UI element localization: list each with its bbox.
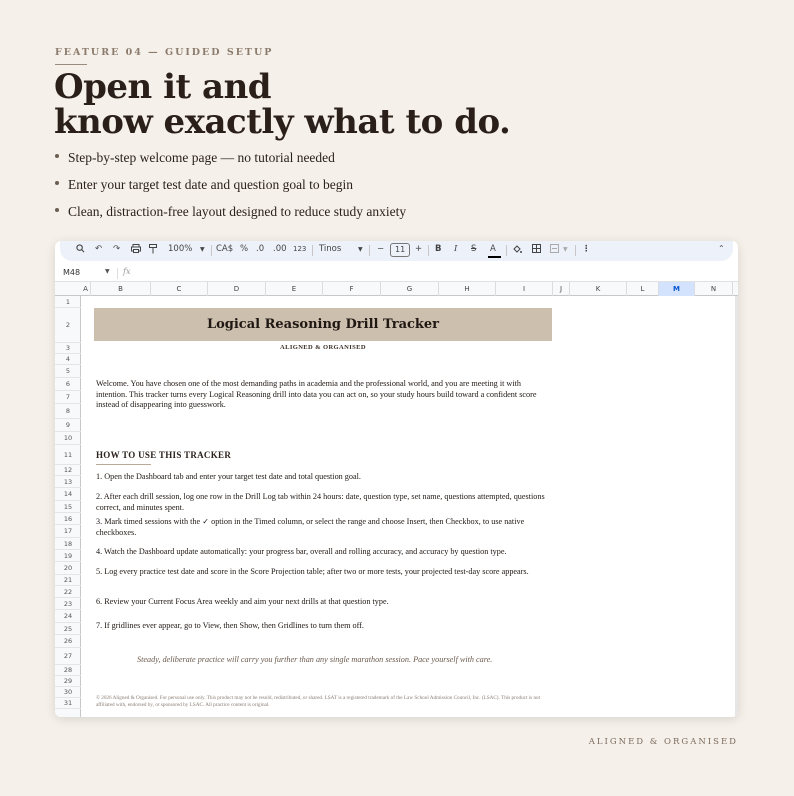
row-header-10[interactable]: 10	[55, 432, 81, 445]
spreadsheet-window	[55, 241, 738, 717]
tracker-title: Logical Reasoning Drill Tracker	[206, 317, 440, 332]
more-options-icon[interactable]: ⋮	[582, 244, 591, 254]
font-size-input[interactable]: 11	[390, 243, 410, 257]
decrease-decimal-button[interactable]: .0	[256, 244, 265, 254]
column-headers	[55, 282, 738, 296]
row-header-1[interactable]: 1	[55, 296, 81, 308]
column-header-f[interactable]: F	[323, 282, 381, 296]
bullet-item: Clean, distraction-free layout designed to reduce study anxiety	[55, 204, 406, 231]
instruction-step: 2. After each drill session, log one row in the Drill Log tab within 24 hours: date, question type, set name, questions attempted, questions correct, and minutes spent.	[96, 492, 545, 512]
column-header-c[interactable]: C	[151, 282, 208, 296]
eyebrow-divider	[55, 64, 87, 65]
instruction-step: 3. Mark timed sessions with the ✓ option in the Timed column, or select the range and choose Insert, then Checkbox, to use native checkboxes.	[96, 517, 525, 537]
howto-heading: HOW TO USE THIS TRACKER	[96, 450, 232, 460]
column-header-h[interactable]: H	[439, 282, 496, 296]
column-header-m[interactable]: M	[659, 282, 695, 296]
toolbar-divider	[369, 245, 370, 256]
row-header-6[interactable]: 6	[55, 378, 81, 391]
headline-line-2: know exactly what to do.	[54, 102, 511, 142]
footer-brand: ALIGNED & ORGANISED	[588, 737, 738, 747]
headline	[54, 67, 511, 142]
formula-divider	[117, 268, 118, 279]
font-family-select[interactable]: Tinos	[319, 244, 342, 254]
strikethrough-button[interactable]: S	[471, 244, 477, 254]
column-header-j[interactable]: J	[553, 282, 570, 296]
instruction-step: 6. Review your Current Focus Area weekly and aim your next drills at that question type.	[96, 597, 389, 606]
column-header-d[interactable]: D	[208, 282, 266, 296]
paint-format-icon[interactable]	[149, 244, 158, 257]
column-header-n[interactable]: N	[695, 282, 733, 296]
legal-notice: © 2026 Aligned & Organised. For personal use only. This product may not be resold, redistributed, or shared. LSAT is a registered trademark of the Law School Admission Council, Inc. (LSAC). This product is not affiliated with, endorsed by, or sponsored by LSAC. All practice content is original.	[96, 695, 541, 708]
instruction-step: 5. Log every practice test date and score in the Score Projection table; after two or more tests, your projected test-day score appears.	[96, 567, 529, 576]
row-header-18[interactable]: 18	[55, 538, 81, 550]
instruction-step: 4. Watch the Dashboard update automatically: your progress bar, overall and rolling accuracy, and accuracy by question type.	[96, 547, 507, 556]
row-header-9[interactable]: 9	[55, 419, 81, 432]
toolbar-divider	[575, 245, 576, 256]
motivational-quote: Steady, deliberate practice will carry you further than any single marathon session. Pace yourself with care.	[137, 655, 493, 664]
row-header-25[interactable]: 25	[55, 623, 81, 635]
zoom-select[interactable]: 100%	[168, 244, 193, 254]
formula-bar	[55, 265, 738, 282]
column-header-a[interactable]: A	[81, 282, 91, 296]
feature-eyebrow: FEATURE 04 — GUIDED SETUP	[55, 47, 274, 58]
italic-button[interactable]: I	[454, 244, 458, 254]
row-header-28[interactable]: 28	[55, 665, 81, 676]
row-header-26[interactable]: 26	[55, 635, 81, 648]
row-header-22[interactable]: 22	[55, 586, 81, 598]
row-header-7[interactable]: 7	[55, 391, 81, 404]
row-header-27[interactable]: 27	[55, 648, 81, 665]
fx-icon: fx	[123, 267, 131, 276]
toolbar-divider	[312, 245, 313, 256]
chevron-down-icon[interactable]: ▼	[105, 268, 110, 275]
chevron-up-icon[interactable]: ⌃	[718, 244, 725, 253]
headline-line-1: Open it and	[54, 67, 272, 107]
row-header-4[interactable]: 4	[55, 354, 81, 365]
borders-icon[interactable]	[532, 244, 541, 256]
currency-format-button[interactable]: CA$	[216, 244, 234, 254]
text-color-swatch	[488, 256, 501, 258]
percent-format-button[interactable]: %	[240, 244, 249, 254]
bullet-item: Step-by-step welcome page — no tutorial needed	[55, 150, 406, 177]
bullet-item: Enter your target test date and question goal to begin	[55, 177, 406, 204]
chevron-down-icon[interactable]: ▼	[563, 246, 568, 253]
column-header-b[interactable]: B	[91, 282, 151, 296]
row-header-15[interactable]: 15	[55, 501, 81, 513]
row-header-19[interactable]: 19	[55, 550, 81, 562]
search-icon[interactable]	[76, 244, 85, 256]
toolbar-divider	[428, 245, 429, 256]
row-header-29[interactable]: 29	[55, 676, 81, 687]
welcome-text: Welcome. You have chosen one of the most demanding paths in academia and the professional world, and you are meeting it with intention. This tracker turns every Logical Reasoning drill into data you can act on, so your study hours build toward a confident score instead of disappearing into guesswork.	[96, 379, 537, 409]
decrease-font-size-button[interactable]: −	[377, 244, 385, 254]
row-header-30[interactable]: 30	[55, 687, 81, 698]
row-header-13[interactable]: 13	[55, 476, 81, 488]
brand-subtitle: ALIGNED & ORGANISED	[280, 344, 366, 351]
number-format-button[interactable]: 123	[293, 245, 307, 253]
toolbar-divider	[211, 245, 212, 256]
column-header-l[interactable]: L	[627, 282, 659, 296]
increase-decimal-button[interactable]: .00	[273, 244, 287, 254]
row-header-31[interactable]: 31	[55, 698, 81, 709]
row-header-12[interactable]: 12	[55, 465, 81, 476]
print-icon[interactable]	[131, 244, 141, 256]
row-header-8[interactable]: 8	[55, 404, 81, 419]
redo-icon[interactable]: ↷	[113, 244, 121, 254]
merge-cells-icon[interactable]	[550, 244, 559, 256]
row-header-14[interactable]: 14	[55, 488, 81, 501]
column-header-g[interactable]: G	[381, 282, 439, 296]
row-header-17[interactable]: 17	[55, 525, 81, 538]
feature-bullets	[55, 150, 406, 231]
toolbar	[60, 241, 733, 261]
row-header-5[interactable]: 5	[55, 365, 81, 378]
column-header-i[interactable]: I	[496, 282, 553, 296]
increase-font-size-button[interactable]: +	[415, 244, 423, 254]
chevron-down-icon[interactable]: ▼	[358, 246, 363, 253]
toolbar-divider	[506, 245, 507, 256]
row-header-24[interactable]: 24	[55, 610, 81, 623]
bold-button[interactable]: B	[435, 244, 442, 254]
row-headers	[55, 296, 81, 717]
row-header-11[interactable]: 11	[55, 445, 81, 465]
name-box[interactable]: M48	[63, 268, 81, 277]
column-header-e[interactable]: E	[266, 282, 323, 296]
row-header-23[interactable]: 23	[55, 598, 81, 610]
column-header-k[interactable]: K	[570, 282, 627, 296]
row-header-2[interactable]: 2	[55, 308, 81, 343]
row-header-16[interactable]: 16	[55, 513, 81, 525]
fill-color-icon[interactable]	[512, 244, 522, 257]
row-header-3[interactable]: 3	[55, 343, 81, 354]
undo-icon[interactable]: ↶	[95, 244, 103, 254]
instruction-step: 1. Open the Dashboard tab and enter your target test date and total question goal.	[96, 472, 361, 481]
text-color-button[interactable]: A	[490, 244, 496, 254]
instruction-step: 7. If gridlines ever appear, go to View, then Show, then Gridlines to turn them off.	[96, 621, 364, 630]
vertical-scrollbar[interactable]	[735, 296, 738, 717]
row-header-20[interactable]: 20	[55, 562, 81, 575]
chevron-down-icon[interactable]: ▼	[200, 246, 205, 253]
row-header-21[interactable]: 21	[55, 575, 81, 586]
howto-divider	[96, 464, 151, 465]
